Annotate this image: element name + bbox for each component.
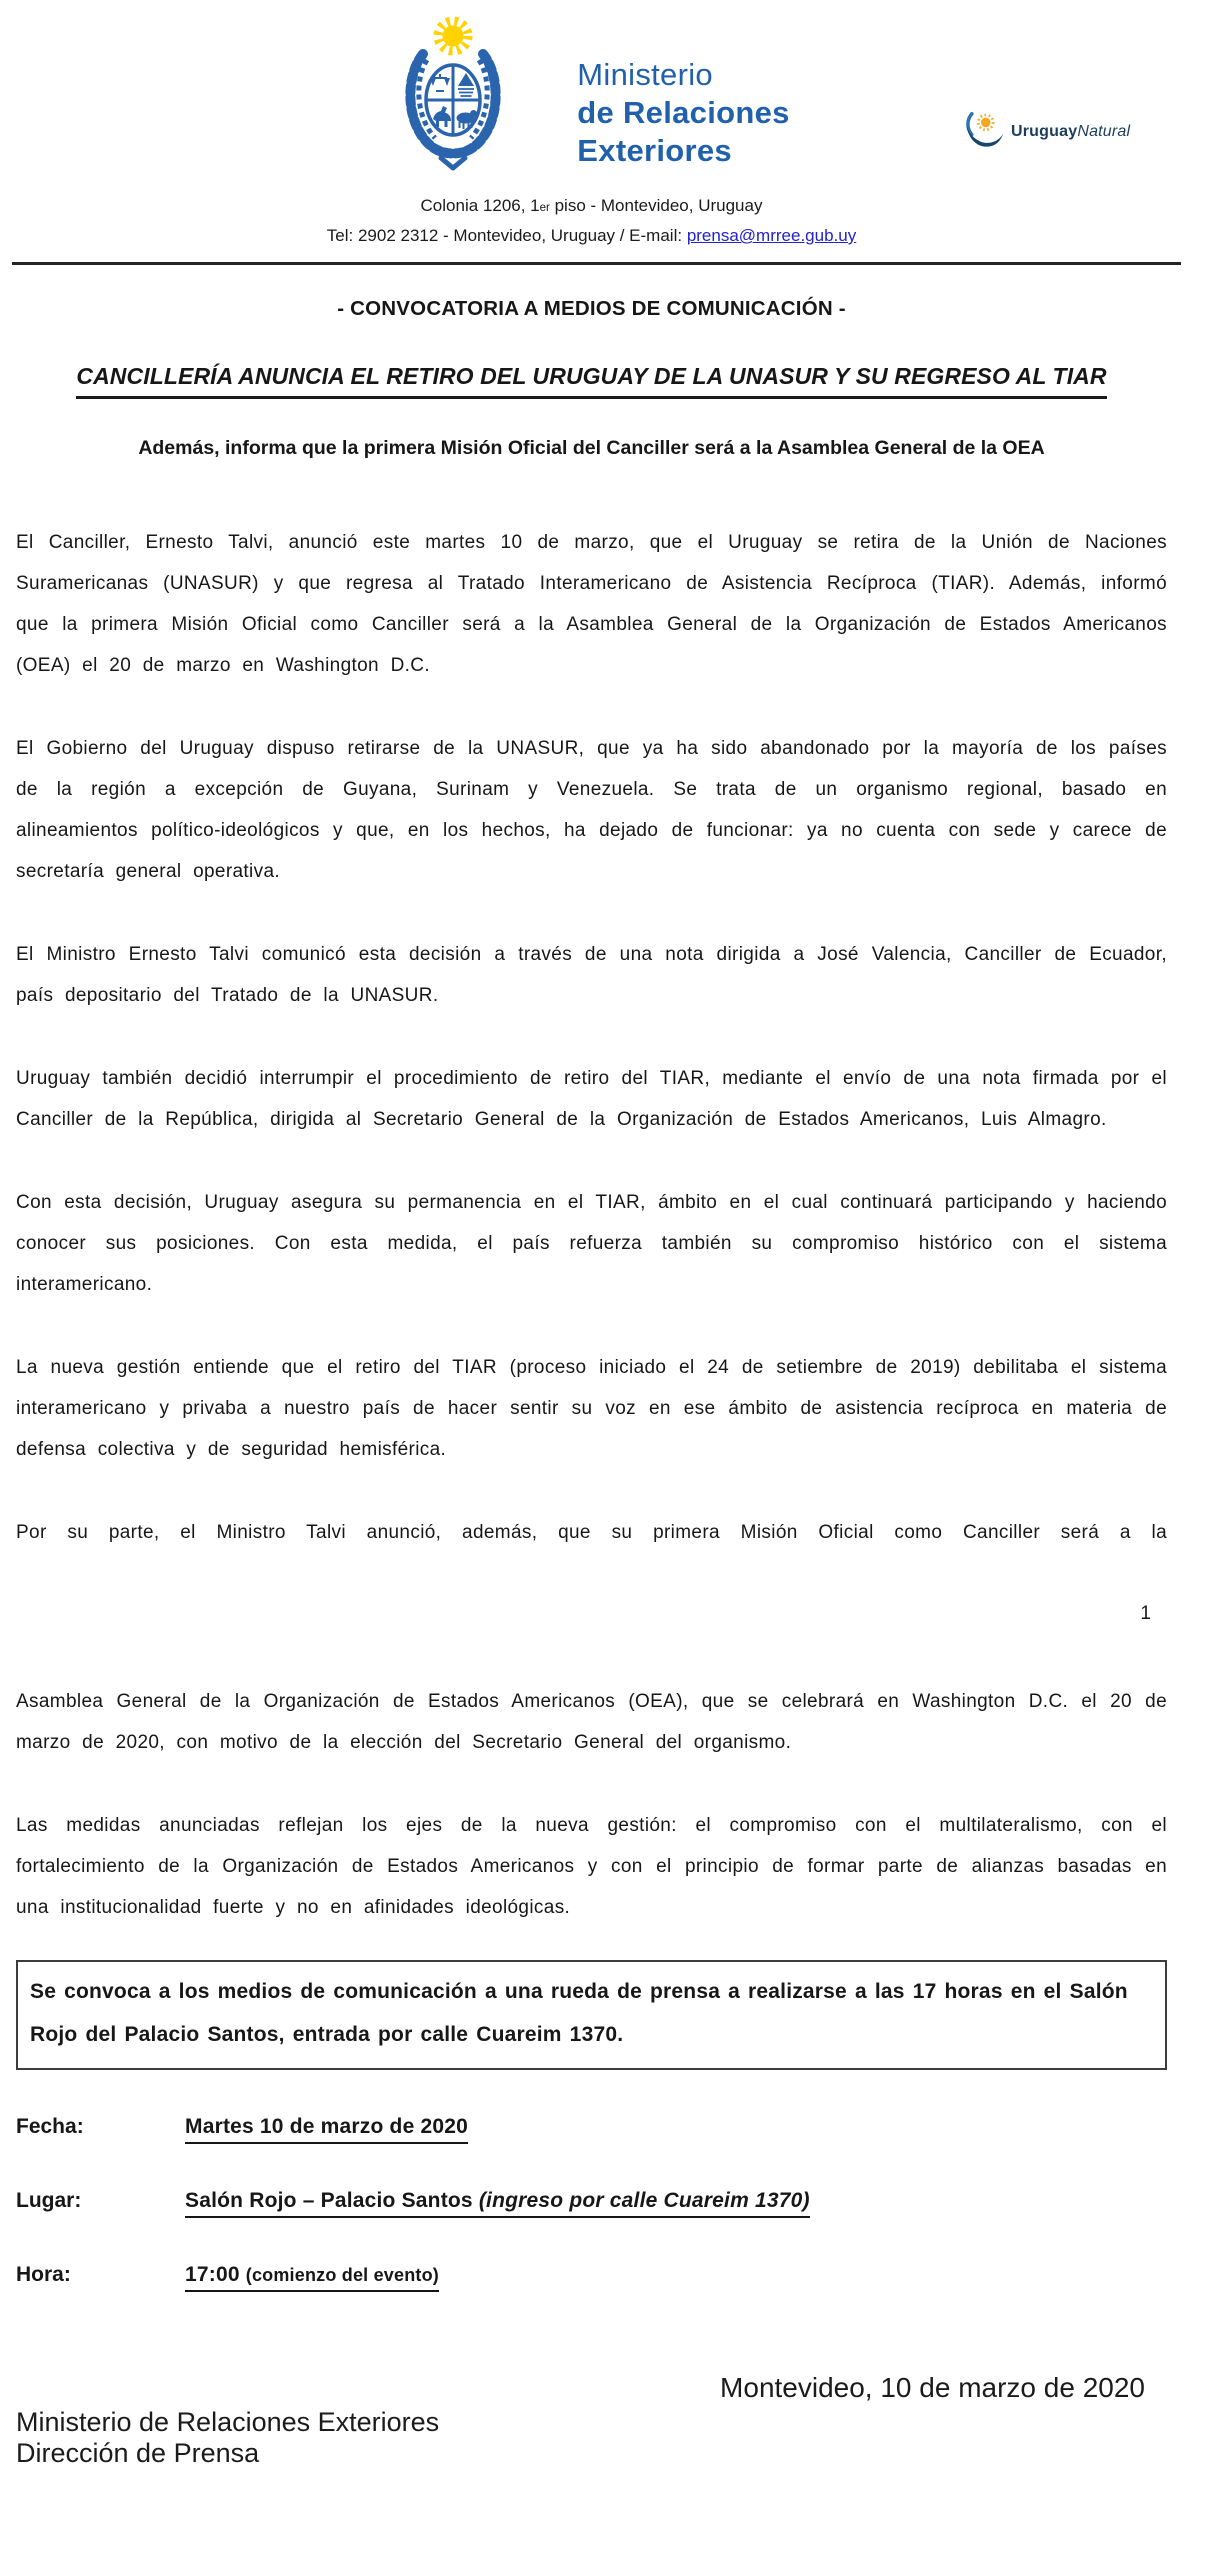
convocatoria-title: - CONVOCATORIA A MEDIOS DE COMUNICACIÓN - (337, 297, 846, 320)
uruguay-natural-logo (964, 110, 1130, 154)
headline-title: CANCILLERÍA ANUNCIA EL RETIRO DEL URUGUAY DE LA UNASUR Y SU REGRESO AL TIAR (76, 363, 1106, 399)
event-details (16, 2115, 1167, 2292)
press-conference-notice-box: Se convoca a los medios de comunicación a una rueda de prensa a realizarse a las 17 horas en el Salón Rojo del Palacio Santos, entrada por calle Cuareim 1370. (16, 1960, 1167, 2070)
lugar-value: Salón Rojo – Palacio Santos (ingreso por calle Cuareim 1370) (185, 2189, 810, 2218)
subtitle: Además, informa que la primera Misión Oficial del Canciller será a la Asamblea General de la OEA (138, 437, 1045, 459)
event-row-fecha (16, 2115, 1167, 2144)
contact-label: Tel: 2902 2312 - Montevideo, Uruguay / E-mail: (326, 226, 687, 245)
signature-org: Ministerio de Relaciones Exteriores (16, 2407, 440, 2437)
address-line1: Colonia 1206, 1er piso - Montevideo, Uruguay (420, 196, 763, 215)
body-text (16, 522, 1167, 1928)
lugar-value-note: (ingreso por calle Cuareim 1370) (478, 2189, 810, 2212)
header-divider (12, 262, 1181, 265)
uruguay-natural-wordmark (1011, 123, 1130, 141)
logo-row (16, 12, 1167, 184)
paragraph: Uruguay también decidió interrumpir el procedimiento de retiro del TIAR, mediante el envío de una nota firmada por el Canciller de la República, dirigida al Secretario General de la Organización de Estados Americanos, Luis Almagro. (16, 1068, 1167, 1130)
uruguay-natural-icon (964, 110, 1004, 154)
dateline: Montevideo, 10 de marzo de 2020 (720, 2372, 1145, 2403)
paragraph: El Canciller, Ernesto Talvi, anunció este martes 10 de marzo, que el Uruguay se retira de la Unión de Naciones Suramericanas (UNASUR) y que regresa al Tratado Interamericano de Asistencia Recíproca (TIAR). Además, informó que la primera Misión Oficial como Canciller será a la Asamblea General de la Organización de Estados Americanos (OEA) el 20 de marzo en Washington D.C. (16, 532, 1167, 676)
paragraph: El Gobierno del Uruguay dispuso retirarse de la UNASUR, que ya ha sido abandonado por la mayoría de los países de la región a excepción de Guyana, Surinam y Venezuela. Se trata de un organismo regional, basado en alineamientos político-ideológicos y que, en los hechos, ha dejado de funcionar: ya no cuenta con sede y carece de secretaría general operativa. (16, 738, 1167, 882)
hora-value: 17:00 (comienzo del evento) (185, 2263, 439, 2292)
address-line2 (16, 222, 1167, 249)
fecha-label: Fecha: (16, 2115, 84, 2138)
page-number: 1 (1140, 1603, 1151, 1624)
email-link[interactable]: prensa@mrree.gub.uy (686, 226, 857, 245)
paragraph: Las medidas anunciadas reflejan los ejes de la nueva gestión: el compromiso con el multilateralismo, con el fortalecimiento de la Organización de Estados Americanos y con el principio de formar parte de alianzas basadas en una institucionalidad fuerte y no en afinidades ideológicas. (16, 1815, 1167, 1918)
paragraph: Por su parte, el Ministro Talvi anunció, además, que su primera Misión Oficial como Canciller será a la (16, 1522, 1167, 1543)
paragraph: El Ministro Ernesto Talvi comunicó esta decisión a través de una nota dirigida a José Valencia, Canciller de Ecuador, país depositario del Tratado de la UNASUR. (16, 944, 1167, 1006)
uruguay-natural-word1: Uruguay (1011, 123, 1078, 140)
letterhead (16, 0, 1167, 265)
lugar-label: Lugar: (16, 2189, 82, 2212)
paragraph: La nueva gestión entiende que el retiro del TIAR (proceso iniciado el 24 de setiembre de 2019) debilitaba el sistema interamericano y privaba a nuestro país de hacer sentir su voz en ese ámbito de asistencia recíproca en materia de defensa colectiva y de seguridad hemisférica. (16, 1357, 1167, 1460)
paragraph: Con esta decisión, Uruguay asegura su permanencia en el TIAR, ámbito en el cual continuará participando y haciendo conocer sus posiciones. Con esta medida, el país refuerza también su compromiso histórico con el sistema interamericano. (16, 1192, 1167, 1295)
headline-wrap (16, 363, 1167, 399)
paragraph: Asamblea General de la Organización de Estados Americanos (OEA), que se celebrará en Washington D.C. el 20 de marzo de 2020, con motivo de la elección del Secretario General del organismo. (16, 1691, 1167, 1753)
uruguay-natural-word2: Natural (1077, 123, 1131, 140)
ministry-wordmark-line1: Ministerio (577, 57, 713, 92)
hora-value-note: (comienzo del evento) (245, 2265, 439, 2285)
fecha-value: Martes 10 de marzo de 2020 (185, 2115, 468, 2144)
event-row-lugar (16, 2189, 1167, 2218)
hora-label: Hora: (16, 2263, 71, 2286)
coat-of-arms-icon (393, 12, 513, 176)
ministry-wordmark-line3: Exteriores (577, 133, 732, 168)
signature-dept: Dirección de Prensa (16, 2438, 260, 2468)
address-block (16, 192, 1167, 249)
event-row-hora (16, 2263, 1167, 2292)
ministry-wordmark-line2: de Relaciones (577, 95, 790, 130)
ministry-wordmark (577, 56, 789, 170)
signature-block (16, 2407, 1167, 2469)
